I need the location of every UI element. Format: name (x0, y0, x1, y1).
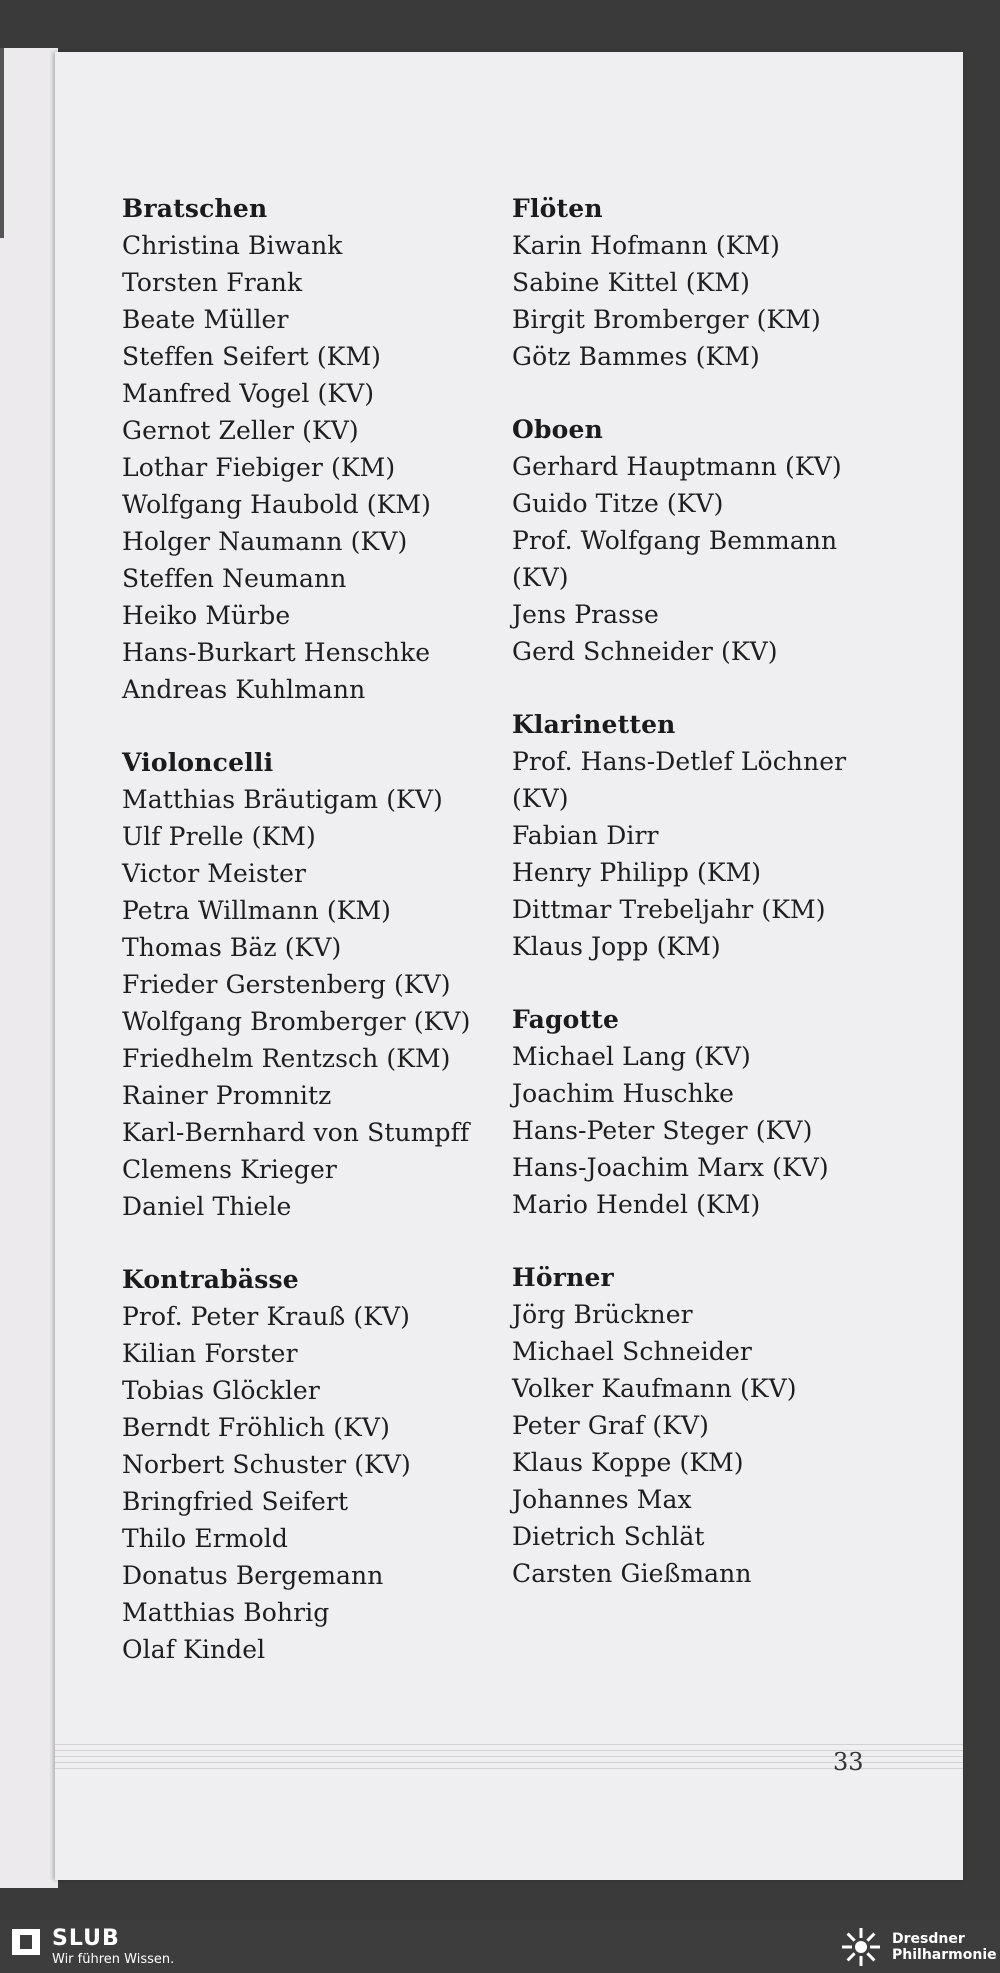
member-entry: Dittmar Trebeljahr (KM) (512, 895, 826, 924)
member-entry: Manfred Vogel (KV) (122, 379, 375, 408)
staff-line (55, 1744, 963, 1745)
library-tagline: Wir führen Wissen. (52, 1952, 175, 1967)
staff-line (55, 1756, 963, 1757)
member-entry: Thomas Bäz (KV) (122, 933, 342, 962)
staff-line (55, 1750, 963, 1751)
member-entry: Prof. Hans-Detlef Löchner (512, 747, 847, 776)
member-list (122, 781, 502, 1225)
member-entry: Holger Naumann (KV) (122, 527, 408, 556)
page-number: 33 (833, 1748, 864, 1776)
member-entry: Norbert Schuster (KV) (122, 1450, 411, 1479)
library-name: SLUB (52, 1926, 120, 1951)
footer-bar (0, 1920, 1000, 1973)
member-entry: Thilo Ermold (122, 1524, 288, 1553)
member-entry: Hans-Joachim Marx (KV) (512, 1153, 829, 1182)
member-entry: Steffen Seifert (KM) (122, 342, 382, 371)
member-entry: Lothar Fiebiger (KM) (122, 453, 396, 482)
member-entry: Bringfried Seifert (122, 1487, 349, 1516)
section-fagotte (512, 1001, 932, 1223)
member-entry: Jörg Brückner (512, 1300, 693, 1329)
member-entry: Frieder Gerstenberg (KV) (122, 970, 451, 999)
member-entry: Olaf Kindel (122, 1635, 266, 1664)
member-entry: Kilian Forster (122, 1339, 298, 1368)
member-entry: Gernot Zeller (KV) (122, 416, 359, 445)
member-entry: Heiko Mürbe (122, 601, 291, 630)
section-oboen (512, 411, 932, 670)
member-list (122, 1298, 502, 1668)
partner-name-line1: Dresdner (892, 1931, 965, 1947)
member-entry: Hans-Peter Steger (KV) (512, 1116, 813, 1145)
member-list (512, 448, 932, 670)
page-spine-shadow (0, 48, 4, 238)
section-hoerner (512, 1259, 932, 1592)
member-entry: Wolfgang Bromberger (KV) (122, 1007, 471, 1036)
member-entry: Dietrich Schlät (512, 1522, 705, 1551)
member-entry: Birgit Bromberger (KM) (512, 305, 821, 334)
section-heading: Bratschen (122, 194, 268, 223)
document-page (55, 52, 963, 1880)
section-klarinetten (512, 706, 932, 965)
member-entry: Wolfgang Haubold (KM) (122, 490, 431, 519)
member-entry: Fabian Dirr (512, 821, 659, 850)
member-entry: Daniel Thiele (122, 1192, 292, 1221)
member-entry: Clemens Krieger (122, 1155, 337, 1184)
member-entry: Götz Bammes (KM) (512, 342, 760, 371)
partner-name-line2: Philharmonie (892, 1947, 997, 1963)
member-entry: Guido Titze (KV) (512, 489, 724, 518)
member-entry: Steffen Neumann (122, 564, 347, 593)
member-entry: Joachim Huschke (512, 1079, 735, 1108)
member-entry: Andreas Kuhlmann (122, 675, 366, 704)
slub-logo-icon (12, 1929, 40, 1955)
member-entry: Michael Lang (KV) (512, 1042, 751, 1071)
member-entry: Beate Müller (122, 305, 289, 334)
member-entry: Prof. Peter Krauß (KV) (122, 1302, 411, 1331)
staff-line (55, 1768, 963, 1769)
member-entry: Mario Hendel (KM) (512, 1190, 761, 1219)
staff-line (55, 1762, 963, 1763)
section-heading: Oboen (512, 415, 604, 444)
member-entry: Prof. Wolfgang Bemmann (512, 526, 838, 555)
member-entry: Matthias Bräutigam (KV) (122, 785, 443, 814)
section-kontrabaesse (122, 1261, 502, 1668)
member-list (512, 1296, 932, 1592)
member-entry: Sabine Kittel (KM) (512, 268, 750, 297)
member-entry: Karin Hofmann (KM) (512, 231, 781, 260)
member-entry: Klaus Jopp (KM) (512, 932, 721, 961)
member-entry: Henry Philipp (KM) (512, 858, 762, 887)
section-heading: Violoncelli (122, 748, 274, 777)
member-entry: Volker Kaufmann (KV) (512, 1374, 797, 1403)
member-entry: Hans-Burkart Henschke (122, 638, 431, 667)
member-entry: (KV) (512, 563, 569, 592)
section-heading: Flöten (512, 194, 603, 223)
member-list (512, 743, 932, 965)
partner-name (892, 1931, 997, 1963)
member-entry: Michael Schneider (512, 1337, 752, 1366)
member-entry: Klaus Koppe (KM) (512, 1448, 744, 1477)
member-entry: Christina Biwank (122, 231, 343, 260)
member-entry: Jens Prasse (512, 600, 659, 629)
member-entry: Donatus Bergemann (122, 1561, 384, 1590)
member-entry: Friedhelm Rentzsch (KM) (122, 1044, 451, 1073)
member-entry: Matthias Bohrig (122, 1598, 330, 1627)
member-entry: (KV) (512, 784, 569, 813)
section-heading: Kontrabässe (122, 1265, 299, 1294)
member-list (122, 227, 502, 708)
member-entry: Rainer Promnitz (122, 1081, 332, 1110)
section-floeten (512, 190, 932, 375)
right-column (512, 190, 932, 1628)
section-heading: Klarinetten (512, 710, 676, 739)
member-entry: Carsten Gießmann (512, 1559, 752, 1588)
section-heading: Hörner (512, 1263, 614, 1292)
member-entry: Gerhard Hauptmann (KV) (512, 452, 842, 481)
member-entry: Victor Meister (122, 859, 307, 888)
member-list (512, 227, 932, 375)
member-entry: Petra Willmann (KM) (122, 896, 392, 925)
member-entry: Gerd Schneider (KV) (512, 637, 778, 666)
section-heading: Fagotte (512, 1005, 620, 1034)
member-entry: Ulf Prelle (KM) (122, 822, 316, 851)
member-entry: Peter Graf (KV) (512, 1411, 709, 1440)
member-entry: Johannes Max (512, 1485, 692, 1514)
member-entry: Torsten Frank (122, 268, 303, 297)
member-entry: Tobias Glöckler (122, 1376, 320, 1405)
section-violoncelli (122, 744, 502, 1225)
section-bratschen (122, 190, 502, 708)
previous-page-edge (0, 48, 58, 1888)
member-entry: Berndt Fröhlich (KV) (122, 1413, 390, 1442)
philharmonie-logo-icon (840, 1926, 882, 1968)
left-column (122, 190, 502, 1704)
member-list (512, 1038, 932, 1223)
member-entry: Karl-Bernhard von Stumpff (122, 1118, 470, 1147)
